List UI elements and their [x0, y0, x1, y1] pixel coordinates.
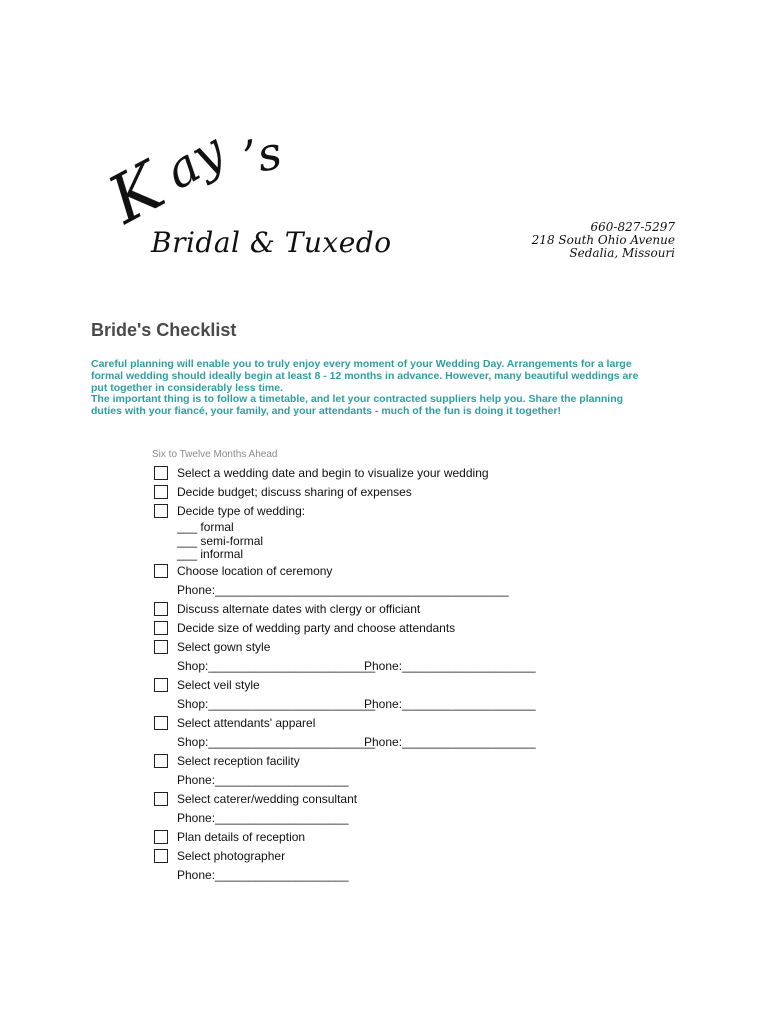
- item-label: Select photographer: [177, 848, 286, 863]
- item-label: Decide type of wedding:: [177, 504, 306, 518]
- logo-letter-k: K: [96, 147, 176, 239]
- checkbox[interactable]: [154, 716, 168, 730]
- item-label: Select attendants' apparel: [177, 715, 316, 730]
- checklist-item: [154, 483, 574, 502]
- checkbox[interactable]: [154, 564, 168, 578]
- checklist-item: [154, 502, 574, 521]
- phone-field[interactable]: Phone:____________________: [364, 658, 536, 673]
- phone-field[interactable]: Phone:____________________: [177, 810, 349, 825]
- wedding-type-option-informal[interactable]: ___ informal: [177, 547, 244, 561]
- contact-city: Sedalia, Missouri: [569, 246, 675, 260]
- item-label: Select veil style: [177, 677, 260, 692]
- item-label: Select reception facility: [177, 753, 300, 768]
- checklist-item: [154, 752, 574, 771]
- logo-subtitle: Bridal & Tuxedo: [151, 226, 392, 259]
- checklist-item: [154, 676, 574, 695]
- item-label: Select gown style: [177, 639, 271, 654]
- checklist-item: [154, 790, 574, 809]
- shop-phone-row: [154, 657, 574, 676]
- shop-field[interactable]: Shop:_________________________: [177, 658, 376, 673]
- checkbox[interactable]: [154, 602, 168, 616]
- checklist-item: [154, 828, 574, 847]
- checklist: [154, 464, 574, 885]
- phone-field[interactable]: Phone:____________________: [364, 734, 536, 749]
- shop-field[interactable]: Shop:_________________________: [177, 696, 376, 711]
- wedding-type-option-semi-formal[interactable]: ___ semi-formal: [177, 533, 264, 548]
- intro-paragraph-1: Careful planning will enable you to truly enjoy every moment of your Wedding Day. Arrangements for a large formal wedding should ideally begin at least 8 - 12 months in advance. However, many beautiful weddings are put together in considerably less time.: [91, 358, 639, 394]
- logo-apostrophe-s: ’s: [238, 125, 286, 185]
- item-label: Select a wedding date and begin to visualize your wedding: [177, 466, 489, 480]
- item-label: Decide size of wedding party and choose attendants: [177, 620, 456, 635]
- shop-field[interactable]: Shop:_________________________: [177, 734, 376, 749]
- checklist-item: [154, 562, 574, 581]
- wedding-type-option-formal[interactable]: ___ formal: [177, 520, 234, 534]
- intro-paragraph-2: The important thing is to follow a timetable, and let your contracted suppliers help you. Share the planning duties with your fiancé, your family, and your attendants - much of the fun is doing it together!: [91, 393, 624, 418]
- phone-field[interactable]: Phone:____________________: [364, 696, 536, 711]
- checklist-item: [154, 847, 574, 866]
- contact-phone: 660-827-5297: [590, 220, 675, 234]
- contact-address: 218 South Ohio Avenue: [531, 233, 675, 247]
- phone-field[interactable]: Phone:____________________: [177, 772, 349, 787]
- contact-block: [532, 221, 675, 260]
- phone-field[interactable]: Phone:____________________________________________: [177, 582, 509, 597]
- item-label: Choose location of ceremony: [177, 563, 333, 578]
- intro-text: [91, 359, 651, 418]
- shop-phone-row: [154, 733, 574, 752]
- item-label: Decide budget; discuss sharing of expenses: [177, 485, 412, 499]
- shop-phone-row: [154, 695, 574, 714]
- checklist-item: [154, 600, 574, 619]
- checklist-item: [154, 714, 574, 733]
- checkbox[interactable]: [154, 640, 168, 654]
- checkbox[interactable]: [154, 792, 168, 806]
- logo: [95, 121, 435, 268]
- item-label: Plan details of reception: [177, 829, 306, 844]
- checklist-item: [154, 619, 574, 638]
- checkbox[interactable]: [154, 504, 168, 518]
- checkbox[interactable]: [154, 485, 168, 499]
- item-label: Select caterer/wedding consultant: [177, 791, 358, 806]
- checkbox[interactable]: [154, 849, 168, 863]
- checkbox[interactable]: [154, 466, 168, 480]
- section-title: Six to Twelve Months Ahead: [152, 449, 278, 460]
- logo-letters-ay: ay: [155, 121, 235, 201]
- checkbox[interactable]: [154, 830, 168, 844]
- checklist-item: [154, 464, 574, 483]
- checklist-item: [154, 638, 574, 657]
- checkbox[interactable]: [154, 678, 168, 692]
- page-title: Bride's Checklist: [91, 320, 237, 340]
- item-label: Discuss alternate dates with clergy or officiant: [177, 601, 421, 616]
- phone-field[interactable]: Phone:____________________: [177, 867, 349, 882]
- checkbox[interactable]: [154, 754, 168, 768]
- checkbox[interactable]: [154, 621, 168, 635]
